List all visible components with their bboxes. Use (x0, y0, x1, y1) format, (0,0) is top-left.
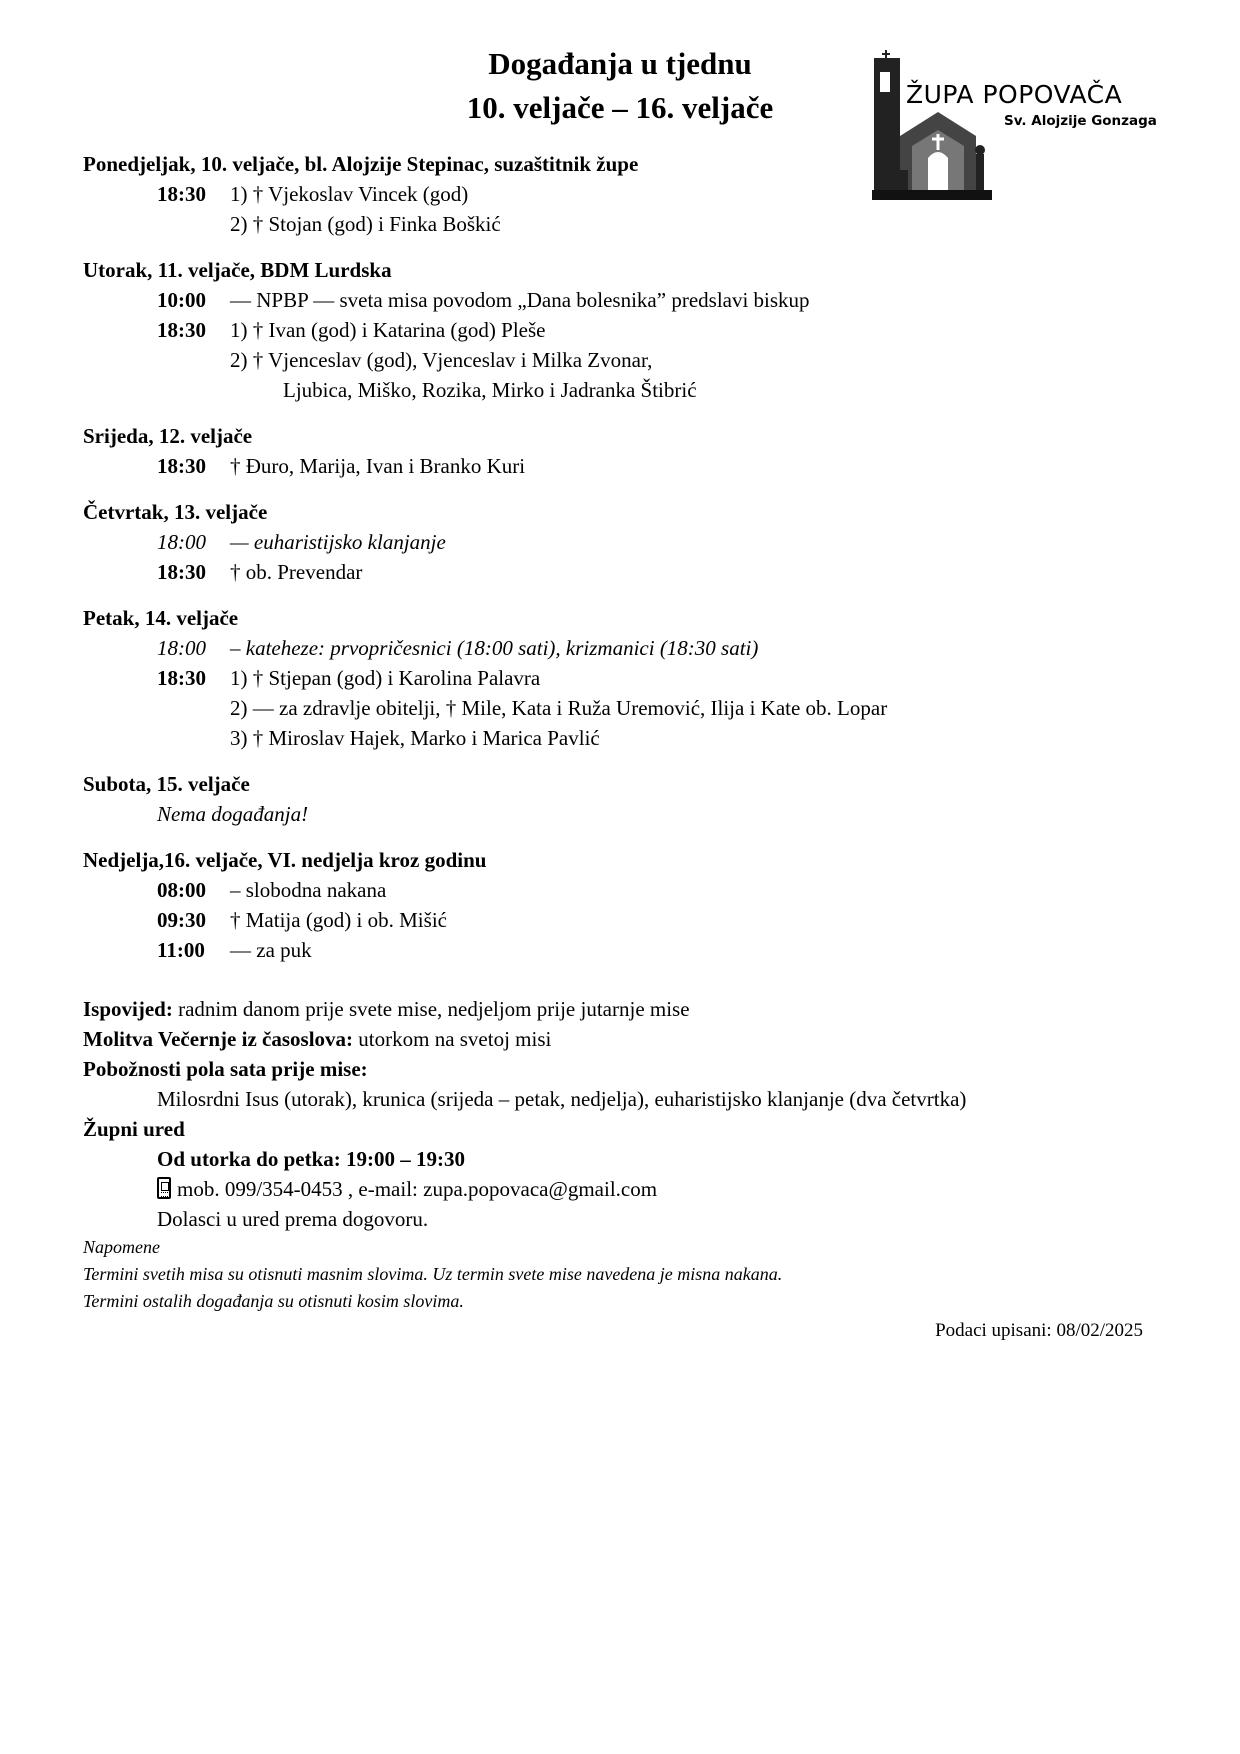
mass-time: 10:00 (157, 288, 206, 312)
day-heading-friday: Petak, 14. veljače (83, 606, 239, 630)
phone-icon (157, 1177, 171, 1199)
day-heading-thursday: Četvrtak, 13. veljače (83, 500, 268, 524)
notes-title: Napomene (83, 1237, 160, 1257)
office-label: Župni ured (83, 1117, 185, 1141)
mass-intention: 2) — za zdravlje obitelji, † Mile, Kata i Ruža Uremović, Ilija i Kate ob. Lopar (230, 696, 888, 720)
event-time: 18:00 (157, 636, 206, 660)
event-description: – kateheze: prvopričesnici (18:00 sati), krizmanici (18:30 sati) (230, 636, 759, 660)
logo-patron: Sv. Alojzije Gonzaga (1004, 113, 1157, 129)
appointment-note: Dolasci u ured prema dogovoru. (157, 1207, 429, 1231)
day-heading-sunday: Nedjelja,16. veljače, VI. nedjelja kroz godinu (83, 848, 487, 872)
office-hours: Od utorka do petka: 19:00 – 19:30 (157, 1147, 466, 1171)
mass-time: 18:30 (157, 182, 206, 206)
page-title: Događanja u tjednu (488, 46, 752, 81)
vespers-label: Molitva Večernje iz časoslova: (83, 1027, 354, 1051)
contact-line (157, 1176, 657, 1202)
mass-intention: 1) † Stjepan (god) i Karolina Palavra (230, 666, 541, 690)
parish-logo (868, 50, 1168, 210)
entry-date: Podaci upisani: 08/02/2025 (935, 1320, 1143, 1341)
mass-intention: – slobodna nakana (230, 878, 387, 902)
contact-details: mob. 099/354-0453 , e-mail: zupa.popovaca@gmail.com (177, 1177, 658, 1201)
mass-time: 18:30 (157, 318, 206, 342)
mass-intention: — za puk (230, 938, 312, 962)
day-heading-tuesday: Utorak, 11. veljače, BDM Lurdska (83, 258, 392, 282)
confession-info (83, 996, 690, 1022)
day-heading-wednesday: Srijeda, 12. veljače (83, 424, 253, 448)
event-time: 18:00 (157, 530, 206, 554)
no-events-note: Nema događanja! (157, 802, 309, 826)
devotions-label: Pobožnosti pola sata prije mise: (83, 1057, 368, 1081)
mass-time: 11:00 (157, 938, 205, 962)
mass-intention-continued: Ljubica, Miško, Rozika, Mirko i Jadranka Štibrić (283, 378, 697, 402)
church-icon (868, 50, 998, 210)
confession-text: radnim danom prije svete mise, nedjeljom prije jutarnje mise (172, 997, 690, 1021)
vespers-info (83, 1026, 551, 1052)
mass-intention: † Matija (god) i ob. Mišić (230, 908, 447, 932)
mass-intention: 2) † Stojan (god) i Finka Boškić (230, 212, 501, 236)
day-heading-monday: Ponedjeljak, 10. veljače, bl. Alojzije Stepinac, suzaštitnik župe (83, 152, 639, 176)
devotions-text: Milosrdni Isus (utorak), krunica (srijeda – petak, nedjelja), euharistijsko klanjanje (dva četvrtka) (157, 1087, 967, 1111)
mass-intention: 2) † Vjenceslav (god), Vjenceslav i Milka Zvonar, (230, 348, 653, 372)
mass-time: 18:30 (157, 560, 206, 584)
mass-time: 09:30 (157, 908, 206, 932)
notes-line: Termini svetih misa su otisnuti masnim slovima. Uz termin svete mise navedena je misna nakana. (83, 1264, 783, 1284)
mass-intention: 1) † Vjekoslav Vincek (god) (230, 182, 469, 206)
mass-intention: † Đuro, Marija, Ivan i Branko Kuri (230, 454, 526, 478)
mass-time: 08:00 (157, 878, 206, 902)
mass-intention: — NPBP — sveta misa povodom „Dana bolesnika” predslavi biskup (230, 288, 810, 312)
vespers-text: utorkom na svetoj misi (353, 1027, 552, 1051)
logo-parish-name: ŽUPA POPOVAČA (906, 80, 1123, 109)
mass-time: 18:30 (157, 666, 206, 690)
page-subtitle-dates: 10. veljače – 16. veljače (466, 90, 774, 125)
mass-intention: 3) † Miroslav Hajek, Marko i Marica Pavlić (230, 726, 600, 750)
mass-intention: † ob. Prevendar (230, 560, 363, 584)
notes-line: Termini ostalih događanja su otisnuti kosim slovima. (83, 1291, 464, 1311)
mass-time: 18:30 (157, 454, 206, 478)
mass-intention: 1) † Ivan (god) i Katarina (god) Pleše (230, 318, 546, 342)
day-heading-saturday: Subota, 15. veljače (83, 772, 250, 796)
event-description: — euharistijsko klanjanje (230, 530, 446, 554)
confession-label: Ispovijed: (83, 997, 173, 1021)
